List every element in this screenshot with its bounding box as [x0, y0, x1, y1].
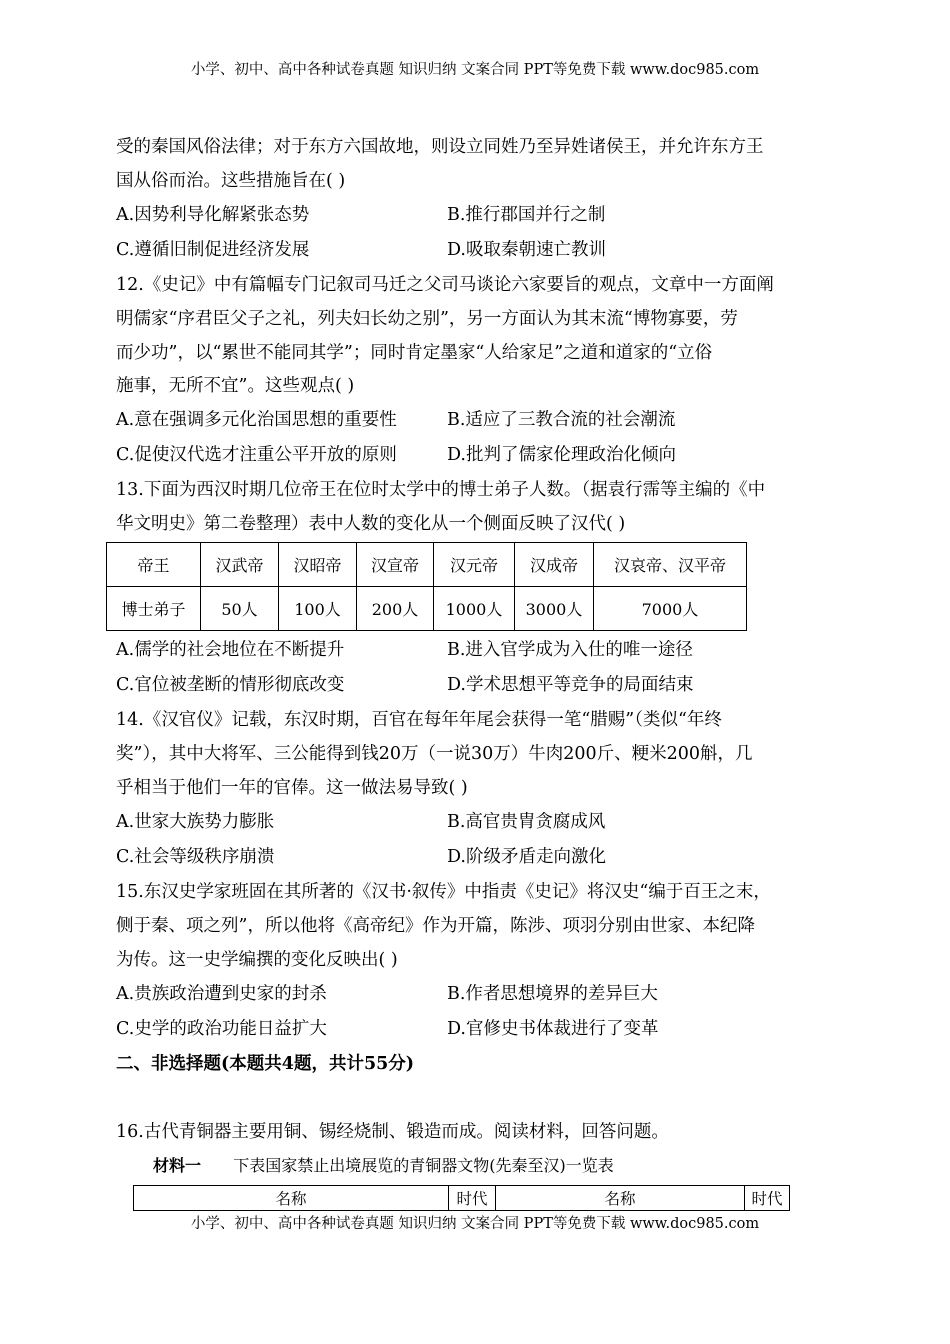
- q13-table: [106, 542, 747, 631]
- q16-intro: 16.古代青铜器主要用铜、锡经烧制、锻造而成。阅读材料，回答问题。: [116, 1122, 669, 1142]
- q13-option-a: A.儒学的社会地位在不断提升: [116, 640, 345, 660]
- q15-option-d: D.官修史书体裁进行了变革: [447, 1019, 659, 1039]
- q13-option-d: D.学术思想平等竞争的局面结束: [447, 675, 694, 695]
- q13-line-1: 13.下面为西汉时期几位帝王在位时太学中的博士弟子人数。（据袁行霈等主编的《中: [116, 480, 766, 500]
- q11-option-c: C.遵循旧制促进经济发展: [116, 240, 310, 260]
- q12-line-1: 12.《史记》中有篇幅专门记叙司马迁之父司马谈论六家要旨的观点，文章中一方面阐: [116, 275, 774, 295]
- q14-option-b: B.高官贵胄贪腐成风: [447, 812, 606, 832]
- q15-line-3: 为传。这一史学编撰的变化反映出( ): [116, 950, 398, 970]
- q13-option-c: C.官位被垄断的情形彻底改变: [116, 675, 345, 695]
- q13-table-cell: 1000人: [434, 587, 515, 631]
- q13-table-cell: 3000人: [515, 587, 594, 631]
- q13-table-header-cell: 汉宣帝: [357, 543, 434, 587]
- q11-line-1: 受的秦国风俗法律；对于东方六国故地，则设立同姓乃至异姓诸侯王，并允许东方王: [116, 137, 764, 157]
- q15-line-1: 15.东汉史学家班固在其所著的《汉书·叙传》中指责《史记》将汉史“编于百王之末，: [116, 882, 771, 902]
- q15-option-a: A.贵族政治遭到史家的封杀: [116, 984, 327, 1004]
- q12-line-4: 施事，无所不宜”。这些观点( ): [116, 376, 355, 396]
- q13-line-2: 华文明史》第二卷整理）表中人数的变化从一个侧面反映了汉代( ): [116, 514, 626, 534]
- q15-option-c: C.史学的政治功能日益扩大: [116, 1019, 327, 1039]
- q13-table-header-cell: 汉成帝: [515, 543, 594, 587]
- q15-option-b: B.作者思想境界的差异巨大: [447, 984, 658, 1004]
- q14-option-d: D.阶级矛盾走向激化: [447, 847, 606, 867]
- q13-table-cell: 50人: [201, 587, 279, 631]
- q13-table-cell: 7000人: [594, 587, 747, 631]
- q13-option-b: B.进入官学成为入仕的唯一途径: [447, 640, 693, 660]
- q15-line-2: 侧于秦、项之列”，所以他将《高帝纪》作为开篇，陈涉、项羽分别由世家、本纪降: [116, 916, 755, 936]
- q16-table-header-cell: 时代: [449, 1186, 496, 1211]
- q11-option-b: B.推行郡国并行之制: [447, 205, 606, 225]
- q16-table-header-cell: 时代: [745, 1186, 790, 1211]
- q13-table-cell: 200人: [357, 587, 434, 631]
- q13-table-header-cell: 汉元帝: [434, 543, 515, 587]
- q14-line-1: 14.《汉官仪》记载，东汉时期，百官在每年年尾会获得一笔“腊赐”（类似“年终: [116, 710, 722, 730]
- q14-line-3: 乎相当于他们一年的官俸。这一做法易导致( ): [116, 778, 468, 798]
- q14-option-c: C.社会等级秩序崩溃: [116, 847, 275, 867]
- q13-table-cell: 100人: [279, 587, 357, 631]
- page-footer: 小学、初中、高中各种试卷真题 知识归纳 文案合同 PPT等免费下载 www.doc985.com: [190, 1216, 760, 1232]
- q13-table-header-cell: 帝王: [107, 543, 201, 587]
- q13-table-header-cell: 汉武帝: [201, 543, 279, 587]
- q12-option-c: C.促使汉代选才注重公平开放的原则: [116, 445, 397, 465]
- q12-line-3: 而少功”，以“累世不能同其学”；同时肯定墨家“人给家足”之道和道家的“立俗: [116, 343, 713, 363]
- q12-option-b: B.适应了三教合流的社会潮流: [447, 410, 676, 430]
- q14-option-a: A.世家大族势力膨胀: [116, 812, 275, 832]
- page-header: 小学、初中、高中各种试卷真题 知识归纳 文案合同 PPT等免费下载 www.doc985.com: [190, 62, 760, 78]
- q14-line-2: 奖”），其中大将军、三公能得到钱20万（一说30万）牛肉200斤、粳米200斛，几: [116, 744, 753, 764]
- q12-option-d: D.批判了儒家伦理政治化倾向: [447, 445, 676, 465]
- q12-option-a: A.意在强调多元化治国思想的重要性: [116, 410, 397, 430]
- q11-line-2: 国从俗而治。这些措施旨在( ): [116, 171, 346, 191]
- section-title: 二、非选择题(本题共4题，共计55分): [116, 1054, 415, 1074]
- q13-table-header-cell: 汉哀帝、汉平帝: [594, 543, 747, 587]
- q11-option-d: D.吸取秦朝速亡教训: [447, 240, 606, 260]
- material-caption-text: 下表国家禁止出境展览的青铜器文物(先秦至汉)一览表: [233, 1156, 614, 1175]
- q16-material-caption: [153, 1153, 614, 1176]
- q13-table-cell: 博士弟子: [107, 587, 201, 631]
- q12-line-2: 明儒家“序君臣父子之礼，列夫妇长幼之别”，另一方面认为其末流“博物寡要，劳: [116, 309, 738, 329]
- material-label: 材料一: [153, 1156, 202, 1175]
- q16-table: [133, 1185, 790, 1211]
- q11-option-a: A.因势利导化解紧张态势: [116, 205, 310, 225]
- q16-table-header-cell: 名称: [134, 1186, 449, 1211]
- q16-table-header-cell: 名称: [496, 1186, 745, 1211]
- q13-table-header-cell: 汉昭帝: [279, 543, 357, 587]
